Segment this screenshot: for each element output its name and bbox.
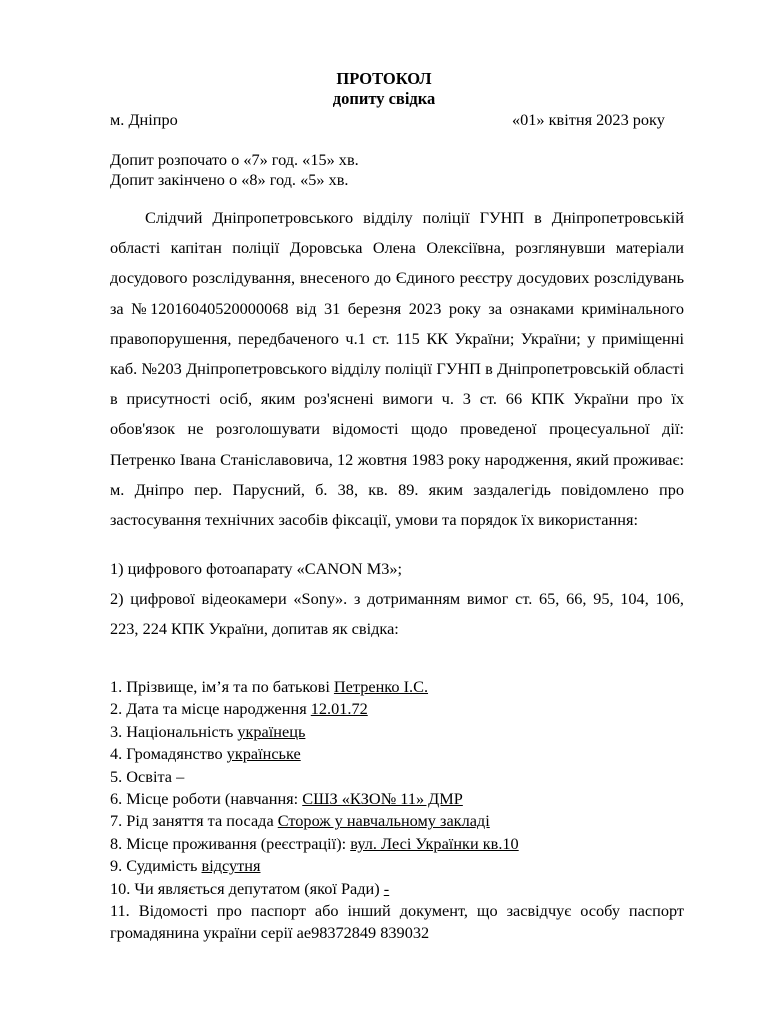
interrogation-end-time: Допит закінчено о «8» год. «5» хв. <box>110 170 349 189</box>
field-label: 4. Громадянство <box>110 744 227 764</box>
paragraph-text: Слідчий Дніпропетровського відділу поліції ГУНП в Дніпропетровській області капітан поліції Доровська Олена Олексіївна, розглянувши матеріали досудового розслідування, внесеного до Єдиного реєстру досудових розслідувань за №12016040520000068 від 31 березня 2023 року за ознаками кримінального правопорушення, передбаченого ч.1 ст. 115 КК України; України; у приміщенні каб. №203 Дніпропетровського відділу поліції ГУНП в Дніпропетровській області в присутності осіб, яким роз'яснені вимоги ч. 3 ст. 66 КПК України про їх обов'язок не розголошувати відомості щодо проведеної процесуальної дії: Петренко Івана Станіславовича, 12 жовтня 1983 року народження, який проживає: м. Дніпро пер. Парусний, б. 38, кв. 89. яким заздалегідь повідомлено про застосування технічних засобів фіксації, умови та порядок їх використання: <box>110 208 684 530</box>
field-value: Петренко І.С. <box>333 677 429 696</box>
field-label: 7. Рід заняття та посада <box>110 811 278 831</box>
field-label: 8. Місце проживання (реєстрації): <box>110 833 351 853</box>
field-value: українець <box>237 721 306 741</box>
document-date: «01» квітня 2023 року <box>512 110 665 129</box>
field-value: СШЗ «КЗО№ 11» ДМР <box>302 789 463 809</box>
field-citizenship <box>110 743 684 765</box>
field-nationality <box>110 721 684 743</box>
document-title: ПРОТОКОЛ <box>336 69 432 88</box>
field-full-name <box>110 676 684 698</box>
field-value: 12.01.72 <box>310 699 368 719</box>
field-residence <box>110 833 684 855</box>
city: м. Дніпро <box>110 110 178 129</box>
main-paragraph <box>110 203 684 535</box>
field-value: відсутня <box>201 856 261 876</box>
field-label: 3. Національність <box>110 721 238 741</box>
recording-means-2: 2) цифрової відеокамери «Sony». з дотриманням вимог ст. 65, 66, 95, 104, 106, 223, 224 КПК України, допитав як свідка: <box>110 589 684 639</box>
field-value: Сторож у навчальному закладі <box>277 811 490 831</box>
field-education <box>110 766 684 788</box>
field-value: - <box>383 878 390 898</box>
field-label: 9. Судимість <box>110 856 202 876</box>
field-value: вул. Лесі Українки кв.10 <box>350 833 519 853</box>
field-label: 2. Дата та місце народження <box>110 699 311 719</box>
field-birth-date <box>110 698 684 720</box>
field-occupation <box>110 810 684 832</box>
field-deputy-status <box>110 878 684 900</box>
interrogation-start-time: Допит розпочато о «7» год. «15» хв. <box>110 150 359 169</box>
field-label: 10. Чи являється депутатом (якої Ради) <box>110 878 384 898</box>
field-label: 11. Відомості про паспорт або інший документ, що засвідчує особу паспорт громадянина україни серії ае98372849 839032 <box>110 901 684 943</box>
recording-means-1: 1) цифрового фотоапарату «CANON M3»; <box>110 559 402 578</box>
field-label: 5. Освіта – <box>110 766 185 786</box>
field-criminal-record <box>110 855 684 877</box>
field-label: 6. Місце роботи (навчання: <box>110 789 303 809</box>
field-workplace <box>110 788 684 810</box>
document-subtitle: допиту свідка <box>332 89 436 108</box>
field-value: українське <box>226 744 301 764</box>
field-passport <box>110 900 684 945</box>
witness-details-list <box>110 676 684 945</box>
field-label: 1. Прізвище, ім’я та по батькові <box>110 677 334 696</box>
